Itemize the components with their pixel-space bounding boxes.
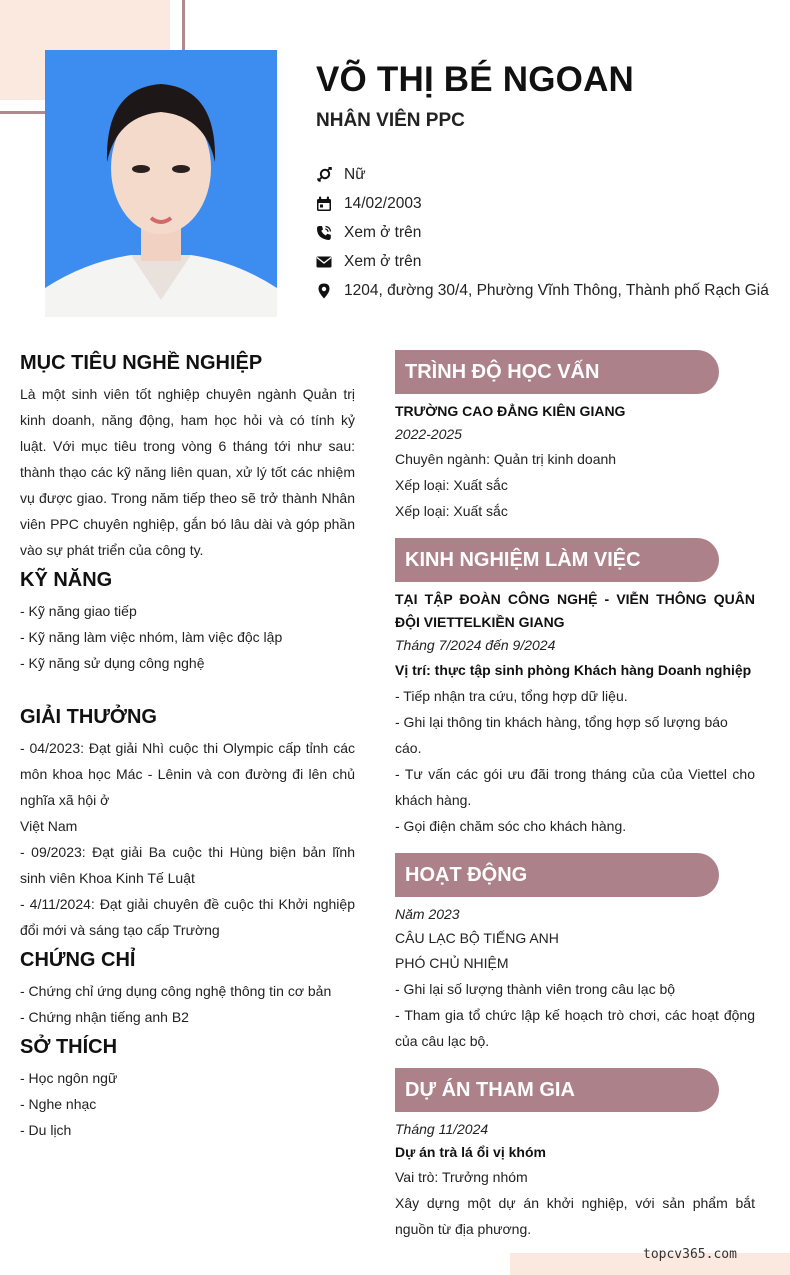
projects-title: DỰ ÁN THAM GIA [395,1068,719,1112]
experience-item: - Ghi lại thông tin khách hàng, tổng hợp số lượng báo cáo. [395,714,728,756]
education-line: Chuyên ngành: Quản trị kinh doanh [395,451,617,467]
certificates-section [20,949,355,1030]
experience-title: KINH NGHIỆM LÀM VIỆC [395,538,719,582]
contact-birthday [316,189,769,218]
right-column [395,350,755,1256]
certificates-title: CHỨNG CHỈ [20,949,136,971]
experience-item: - Gọi điện chăm sóc cho khách hàng. [395,818,627,834]
contact-email [316,247,769,276]
watermark: topcv365.com [643,1247,737,1262]
award-item: - 09/2023: Đạt giải Ba cuộc thi Hùng biện bản lĩnh sinh viên Khoa Kinh Tế Luật [20,844,355,886]
hobbies-title: SỞ THÍCH [20,1036,118,1058]
certificate-item: - Chứng chỉ ứng dụng công nghệ thông tin cơ bản [20,983,332,999]
education-period: 2022-2025 [395,426,462,442]
awards-section [20,706,355,943]
project-desc: Xây dựng một dự án khởi nghiệp, với sản phẩm bắt nguồn từ địa phương. [395,1195,755,1237]
left-column [20,352,355,1143]
objective-text: Là một sinh viên tốt nghiệp chuyên ngành Quản trị kinh doanh, năng động, ham học hỏi và có tính kỷ luật. Với mục tiêu trong vòng 6 tháng tới như sau: thành thạo các kỹ năng liên quan, xử lý tốt các nhiệm vụ được giao. Trong năm tiếp theo sẽ trở thành Nhân viên PPC chuyên nghiệp, gắn bó lâu dài và góp phần vào sự phát triển của công ty. [20,386,355,558]
experience-period: Tháng 7/2024 đến 9/2024 [395,637,556,653]
email-text: Xem ở trên [344,252,422,270]
birthday-text: 14/02/2003 [344,194,422,212]
objective-section [20,352,355,563]
contact-gender [316,160,769,189]
award-item: - 4/11/2024: Đạt giải chuyên đề cuộc thi Khởi nghiệp đổi mới và sáng tạo cấp Trường [20,896,355,938]
skills-section [20,569,355,676]
job-title: NHÂN VIÊN PPC [316,110,465,131]
activity-role: PHÓ CHỦ NHIỆM [395,955,509,971]
school-name: TRƯỜNG CAO ĐẲNG KIÊN GIANG [395,403,626,419]
address-text: 1204, đường 30/4, Phường Vĩnh Thông, Thành phố Rạch Giá [344,281,769,299]
contact-info [316,160,769,305]
objective-title: MỤC TIÊU NGHỀ NGHIỆP [20,352,263,374]
award-item: - 04/2023: Đạt giải Nhì cuộc thi Olympic cấp tỉnh các môn khoa học Mác - Lênin và con đường đi lên chủ nghĩa xã hội ở [20,740,355,808]
activities-title: HOẠT ĐỘNG [395,853,719,897]
activity-item: - Ghi lại số lượng thành viên trong câu lạc bộ [395,981,676,997]
certificate-item: - Chứng nhận tiếng anh B2 [20,1009,189,1025]
education-title: TRÌNH ĐỘ HỌC VẤN [395,350,719,394]
location-icon [316,283,344,299]
skills-title: KỸ NĂNG [20,569,113,591]
project-period: Tháng 11/2024 [395,1121,489,1137]
hobby-item: - Học ngôn ngữ [20,1070,118,1086]
project-role: Vai trò: Trưởng nhóm [395,1169,528,1185]
calendar-icon [316,196,344,212]
experience-section [395,538,755,839]
hobby-item: - Nghe nhạc [20,1096,97,1112]
contact-address [316,276,769,305]
gender-icon [316,167,344,183]
hobbies-section [20,1036,355,1143]
gender-text: Nữ [344,165,366,183]
skill-item: - Kỹ năng làm việc nhóm, làm việc độc lập [20,629,283,645]
experience-role: Vị trí: thực tập sinh phòng Khách hàng Doanh nghiệp [395,662,752,678]
phone-text: Xem ở trên [344,223,422,241]
email-icon [316,254,344,270]
project-name: Dự án trà lá ổi vị khóm [395,1144,546,1160]
skill-item: - Kỹ năng giao tiếp [20,603,137,619]
contact-phone [316,218,769,247]
experience-item: - Tư vấn các gói ưu đãi trong tháng của của Viettel cho khách hàng. [395,766,755,808]
activity-item: - Tham gia tổ chức lập kế hoạch trò chơi, các hoạt động của câu lạc bộ. [395,1007,755,1049]
experience-item: - Tiếp nhận tra cứu, tổng hợp dữ liệu. [395,688,628,704]
activities-section [395,853,755,1054]
education-section [395,350,755,524]
candidate-name: VÕ THỊ BÉ NGOAN [316,60,635,99]
activity-org: CÂU LẠC BỘ TIẾNG ANH [395,930,559,946]
company-name: TẠI TẬP ĐOÀN CÔNG NGHỆ - VIỄN THÔNG QUÂN ĐỘI VIETTELKIỀN GIANG [395,591,755,630]
phone-icon [316,225,344,241]
awards-title: GIẢI THƯỞNG [20,706,157,728]
education-line: Xếp loại: Xuất sắc [395,477,508,493]
award-item: Việt Nam [20,818,78,834]
profile-photo [45,50,277,317]
education-line: Xếp loại: Xuất sắc [395,503,508,519]
activity-period: Năm 2023 [395,906,460,922]
hobby-item: - Du lịch [20,1122,72,1138]
skill-item: - Kỹ năng sử dụng công nghệ [20,655,205,671]
projects-section [395,1068,755,1242]
